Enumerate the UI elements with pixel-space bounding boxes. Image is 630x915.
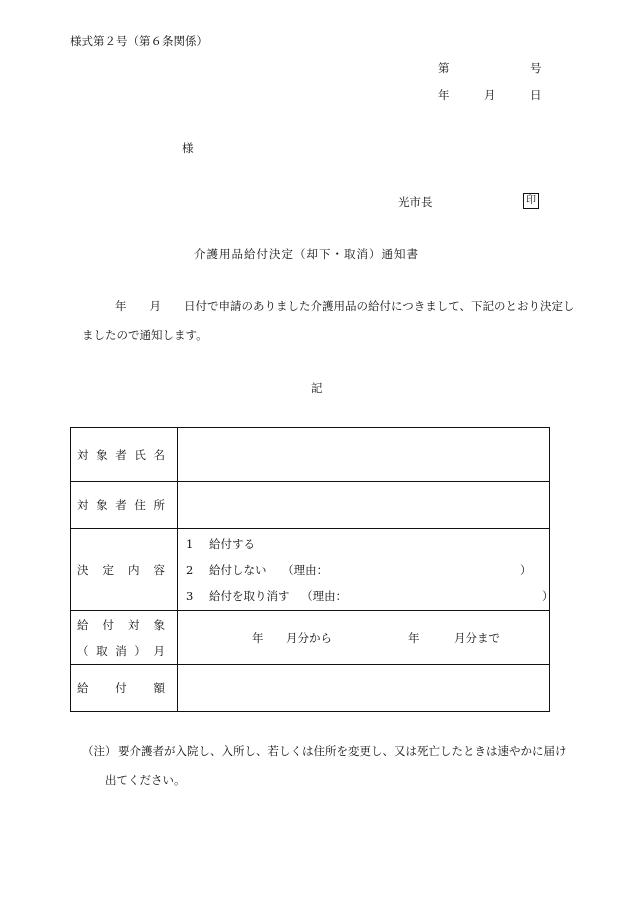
table-row: [71, 529, 550, 611]
issuer-title: 光市長: [398, 195, 433, 209]
form-number: 様式第２号（第６条関係）: [70, 34, 208, 48]
addressee-honorific: 様: [182, 141, 194, 155]
table-row: [71, 665, 550, 712]
body-line-2: ましたので通知します。: [82, 328, 208, 342]
label-benefit-amount: 給 付 額: [71, 665, 178, 712]
table-row: [71, 611, 550, 665]
table-row: [71, 482, 550, 529]
document-title: 介護用品給付決定（却下・取消）通知書: [194, 247, 419, 261]
doc-number-prefix: 第: [438, 61, 450, 75]
benefit-period[interactable]: [178, 611, 550, 665]
table-row: [71, 428, 550, 482]
option-reject[interactable]: 2 給付しない （理由： ）: [186, 562, 532, 577]
benefit-amount-value[interactable]: [178, 665, 550, 712]
date-year: 年: [438, 88, 450, 102]
label-benefit-month: 給 付 対 象 （ 取 消 ） 月: [71, 611, 178, 665]
option-grant[interactable]: 1 給付する: [186, 536, 255, 551]
decision-table: [70, 427, 554, 712]
period-to-year: 年: [408, 631, 420, 645]
note-line-2: 出てください。: [105, 773, 186, 787]
date-month: 月: [484, 88, 496, 102]
label-subject-address: 対 象 者 住 所: [71, 482, 178, 529]
date-day: 日: [530, 88, 542, 102]
period-from-month: 月分から: [286, 631, 332, 645]
ki-heading: 記: [311, 381, 323, 395]
note-label: （注）: [82, 744, 117, 758]
label-subject-name: 対 象 者 氏 名: [71, 428, 178, 482]
subject-address-value[interactable]: [178, 482, 550, 529]
label-decision-content: 決 定 内 容: [71, 529, 178, 611]
subject-name-value[interactable]: [178, 428, 550, 482]
doc-number-suffix: 号: [530, 61, 542, 75]
period-from-year: 年: [252, 631, 264, 645]
decision-options: [178, 529, 554, 611]
option-cancel[interactable]: 3 給付を取り消す （理由： ）: [186, 588, 554, 603]
period-to-month: 月分まで: [454, 631, 500, 645]
seal-stamp: 印: [523, 193, 539, 209]
body-line-1: 年 月 日付で申請のありました介護用品の給付につきまして、下記のとおり決定し: [115, 299, 575, 313]
note-line-1: 要介護者が入院し、入所し、若しくは住所を変更し、又は死亡したときは速やかに届け: [118, 744, 567, 758]
